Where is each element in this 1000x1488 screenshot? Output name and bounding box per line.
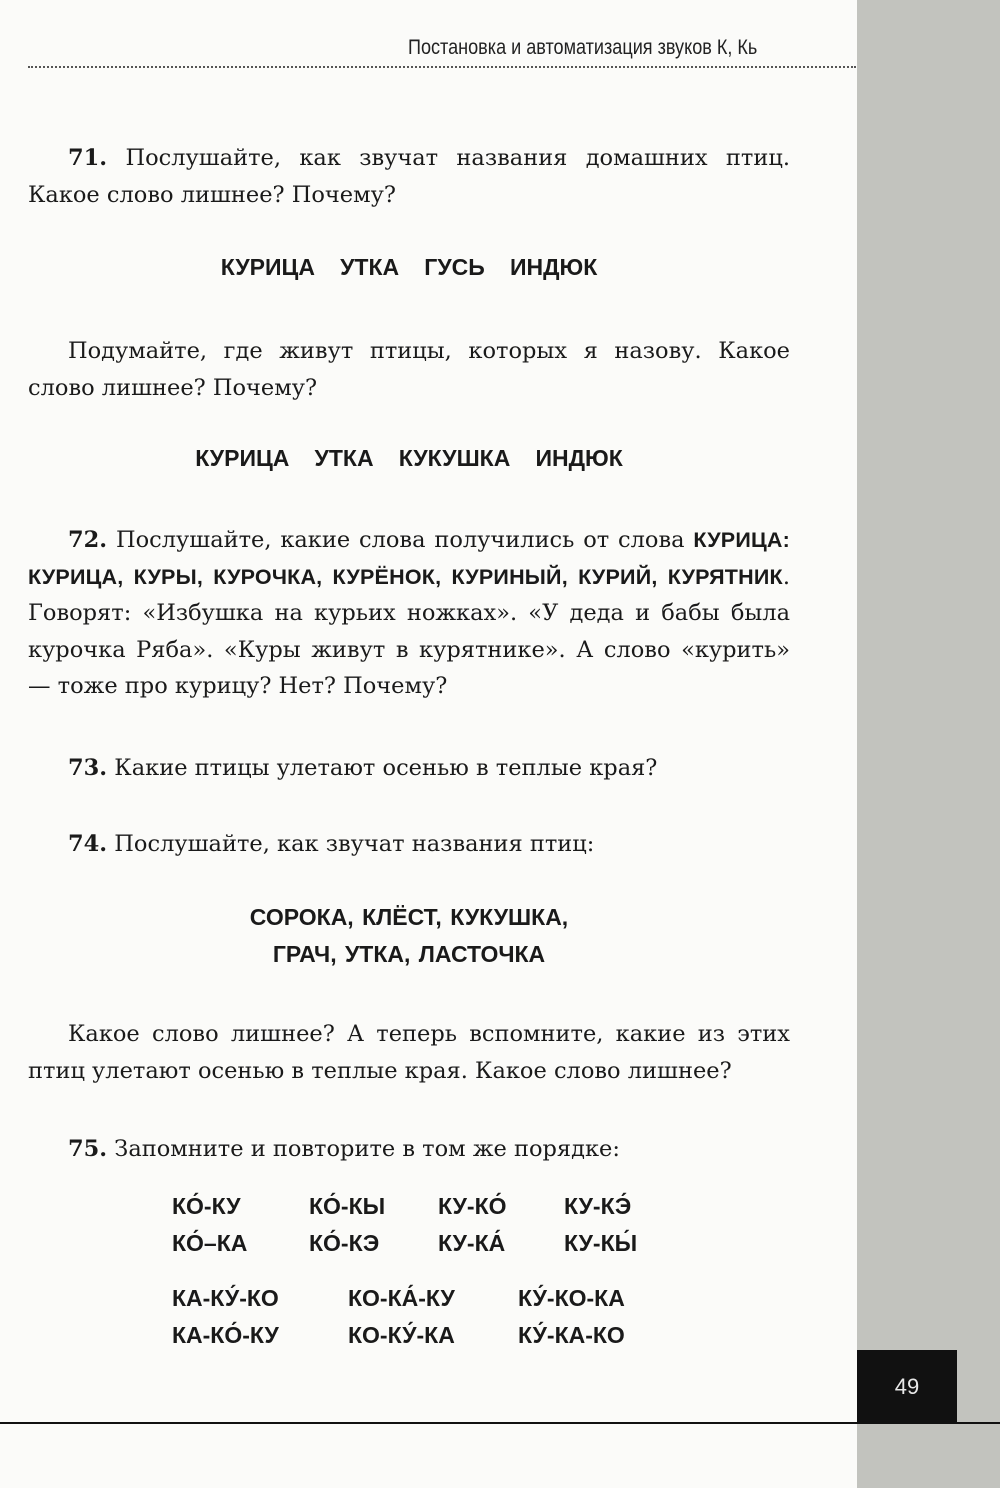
exercise-74-bird-list-line-2: ГРАЧ, УТКА, ЛАСТОЧКА [272, 941, 546, 967]
page-number: 49 [894, 1374, 920, 1399]
syllable: КО́-КЫ [309, 1193, 386, 1219]
exercise-74-question: Какое слово лишнее? А теперь вспомните, какие из этих птиц улетают осенью в теплые края. Какое слово лишнее? [28, 1021, 790, 1084]
exercise-74-text: Послушайте, как звучат названия птиц: [107, 831, 595, 857]
exercise-75 [28, 1131, 790, 1168]
exercise-73-number: 73. [68, 755, 108, 781]
exercise-72-text-end: . Говорят: «Избушка на курьих ножках». «У деда и бабы была курочка Ряба». «Куры живут в курятнике». А слово «курить» — тоже про курицу? Нет? Почему? [28, 563, 790, 699]
exercise-72 [28, 522, 790, 705]
syllable: КО-КУ́-КА [348, 1322, 455, 1348]
exercise-72-number: 72. [68, 527, 108, 553]
syllable: КА-КО́-КУ [172, 1322, 279, 1348]
exercise-74-number: 74. [68, 831, 108, 857]
exercise-71-word-list-2: КУРИЦА УТКА КУКУШКА ИНДЮК [195, 445, 623, 471]
exercise-75-text: Запомните и повторите в том же порядке: [107, 1136, 620, 1162]
exercise-74-bird-list-line-1: СОРОКА, КЛЁСТ, КУКУШКА, [249, 904, 569, 930]
exercise-71-text: Послушайте, как звучат названия домашних птиц. Какое слово лишнее? Почему? [28, 145, 790, 208]
running-header: Постановка и автоматизация звуков К, Кь [408, 36, 758, 59]
syllable: КУ-КЫ́ [564, 1230, 638, 1256]
exercise-74 [28, 826, 790, 863]
header-dotted-rule [28, 66, 856, 68]
exercise-71-question: Подумайте, где живут птицы, которых я назову. Какое слово лишнее? Почему? [28, 338, 790, 401]
bottom-rule [0, 1422, 1000, 1424]
exercise-75-number: 75. [68, 1136, 108, 1162]
syllable: КУ́-КА-КО [518, 1322, 625, 1348]
exercise-73-text: Какие птицы улетают осенью в теплые края? [107, 755, 658, 781]
syllable: КО́-КУ [172, 1193, 241, 1219]
syllable: КУ-КО́ [438, 1193, 507, 1219]
syllable: КУ-КЭ́ [564, 1193, 632, 1219]
syllable: КА-КУ́-КО [172, 1285, 279, 1311]
page-number-box [857, 1350, 957, 1424]
exercise-71-word-list-1: КУРИЦА УТКА ГУСЬ ИНДЮК [220, 254, 598, 280]
exercise-72-text-start: Послушайте, какие слова получились от слова [107, 527, 694, 553]
exercise-72-word-family: КУРИЦА: КУРИЦА, КУРЫ, КУРОЧКА, КУРЁНОК, КУРИНЫЙ, КУРИЙ, КУРЯТНИК [28, 528, 790, 589]
exercise-73 [28, 750, 790, 787]
syllable: КУ́-КО-КА [518, 1285, 625, 1311]
exercise-71-intro [28, 140, 790, 213]
syllable: КО-КА́-КУ [348, 1285, 455, 1311]
syllable: КУ-КА́ [438, 1230, 506, 1256]
syllable: КО́–КА [172, 1230, 248, 1256]
exercise-71-number: 71. [68, 145, 108, 171]
page-edge-strip [857, 0, 1000, 1488]
syllable: КО́-КЭ [309, 1230, 380, 1256]
